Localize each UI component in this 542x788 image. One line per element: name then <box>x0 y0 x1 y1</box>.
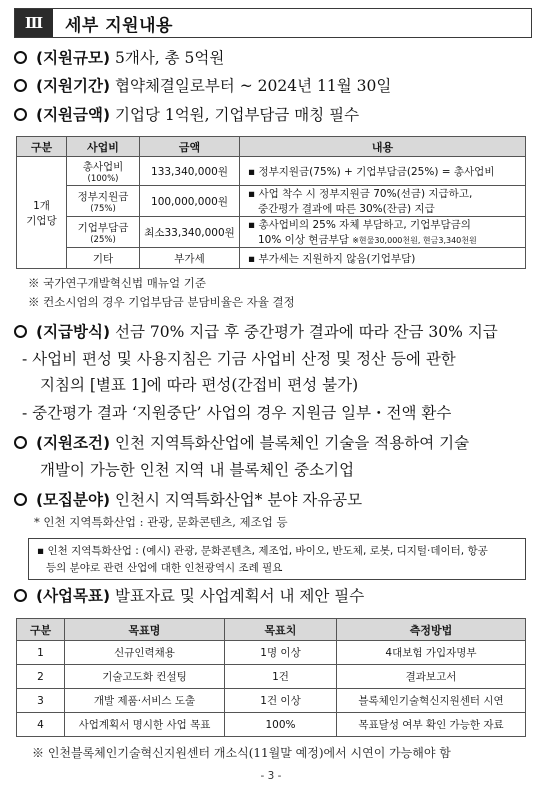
budget-table <box>16 136 526 269</box>
goal-table <box>16 618 526 737</box>
budget-content-cell: ▪ 총사업비의 25% 자체 부담하고, 기업부담금의 10% 이상 현금부담 ※현물30,000천원, 현금3,340천원 <box>240 217 526 248</box>
item-period: (지원기간) 협약체결일로부터 ~ 2024년 11월 30일 <box>14 74 391 96</box>
budget-amount-cell: 최소33,340,000원 <box>140 217 240 248</box>
table-row: 4 사업계획서 명시한 사업 목표 100% 목표달성 여부 확인 가능한 자료 <box>17 713 526 737</box>
header-cell: 측정방법 <box>337 619 526 641</box>
budget-amount-cell: 100,000,000원 <box>140 186 240 217</box>
item-field: (모집분야) 인천시 지역특화산업* 분야 자유공모 <box>14 488 362 510</box>
condition-detail: 개발이 가능한 인천 지역 내 블록체인 중소기업 <box>40 461 355 479</box>
circle-bullet-icon <box>14 79 27 92</box>
circle-bullet-icon <box>14 51 27 64</box>
item-scale: (지원규모) 5개사, 총 5억원 <box>14 46 224 68</box>
header-cell: 금액 <box>140 137 240 157</box>
page-number: - 3 - <box>260 770 282 782</box>
budget-amount-cell: 133,340,000원 <box>140 157 240 186</box>
table-header-row <box>17 619 526 641</box>
goal-note: ※ 인천블록체인기술혁신지원센터 개소식(11월말 예정)에서 시연이 가능해야 함 <box>32 746 451 760</box>
budget-content-cell: ▪ 부가세는 지원하지 않음(기업부담) <box>240 248 526 269</box>
table-row <box>17 186 526 217</box>
budget-name-cell: 기업부담금 (25%) <box>67 217 140 248</box>
table-header-row <box>17 137 526 157</box>
budget-name-cell: 기타 <box>67 248 140 269</box>
circle-bullet-icon <box>14 589 27 602</box>
payment-detail: - 사업비 편성 및 사용지침은 기금 사업비 산정 및 정산 등에 관한 <box>22 350 456 368</box>
budget-amount-cell: 부가세 <box>140 248 240 269</box>
table-row: 3 개발 제품·서비스 도출 1건 이상 블록체인기술혁신지원센터 시연 <box>17 689 526 713</box>
header-cell: 내용 <box>240 137 526 157</box>
budget-content-cell: ▪ 정부지원금(75%) + 기업부담금(25%) = 총사업비 <box>240 157 526 186</box>
table-row: 1 신규인력채용 1명 이상 4대보험 가입자명부 <box>17 641 526 665</box>
budget-content-cell: ▪ 사업 착수 시 정부지원금 70%(선금) 지급하고, 중간평가 결과에 따른 30%(잔금) 지급 <box>240 186 526 217</box>
table-row: 2 기술고도화 컨설팅 1건 결과보고서 <box>17 665 526 689</box>
budget-name-cell: 총사업비 (100%) <box>67 157 140 186</box>
item-amount: (지원금액) 기업당 1억원, 기업부담금 매칭 필수 <box>14 103 359 125</box>
item-goal: (사업목표) 발표자료 및 사업계획서 내 제안 필수 <box>14 584 364 606</box>
section-number: Ⅲ <box>15 9 53 37</box>
item-condition: (지원조건) 인천 지역특화산업에 블록체인 기술을 적용하여 기술 <box>14 431 469 453</box>
payment-detail: - 중간평가 결과 ‘지원중단’ 사업의 경우 지원금 일부・전액 환수 <box>22 404 452 422</box>
budget-note: ※ 컨소시엄의 경우 기업부담금 분담비율은 자율 결정 <box>28 295 295 309</box>
header-cell: 구분 <box>17 137 67 157</box>
section-title: 세부 지원내용 <box>65 15 173 36</box>
field-note-box: ▪ 인천 지역특화산업 : (예시) 관광, 문화콘텐츠, 제조업, 바이오, 반도체, 로봇, 디지털·데이터, 항공 등의 분야로 관련 산업에 대한 인천광역시 조례 필요 <box>28 538 526 580</box>
header-cell: 목표치 <box>225 619 337 641</box>
budget-name-cell: 정부지원금 (75%) <box>67 186 140 217</box>
budget-note: ※ 국가연구개발혁신법 매뉴얼 기준 <box>28 276 206 290</box>
item-payment: (지급방식) 선금 70% 지급 후 중간평가 결과에 따라 잔금 30% 지급 <box>14 320 498 342</box>
circle-bullet-icon <box>14 493 27 506</box>
circle-bullet-icon <box>14 436 27 449</box>
circle-bullet-icon <box>14 108 27 121</box>
field-footnote: * 인천 지역특화산업 : 관광, 문화콘텐츠, 제조업 등 <box>34 515 288 529</box>
group-cell: 1개 기업당 <box>17 157 67 269</box>
header-cell: 구분 <box>17 619 65 641</box>
table-row <box>17 217 526 248</box>
header-cell: 목표명 <box>65 619 225 641</box>
circle-bullet-icon <box>14 325 27 338</box>
section-header <box>14 8 532 38</box>
table-row <box>17 248 526 269</box>
payment-detail: 지침의 [별표 1]에 따라 편성(간접비 편성 불가) <box>40 376 359 394</box>
table-row <box>17 157 526 186</box>
header-cell: 사업비 <box>67 137 140 157</box>
